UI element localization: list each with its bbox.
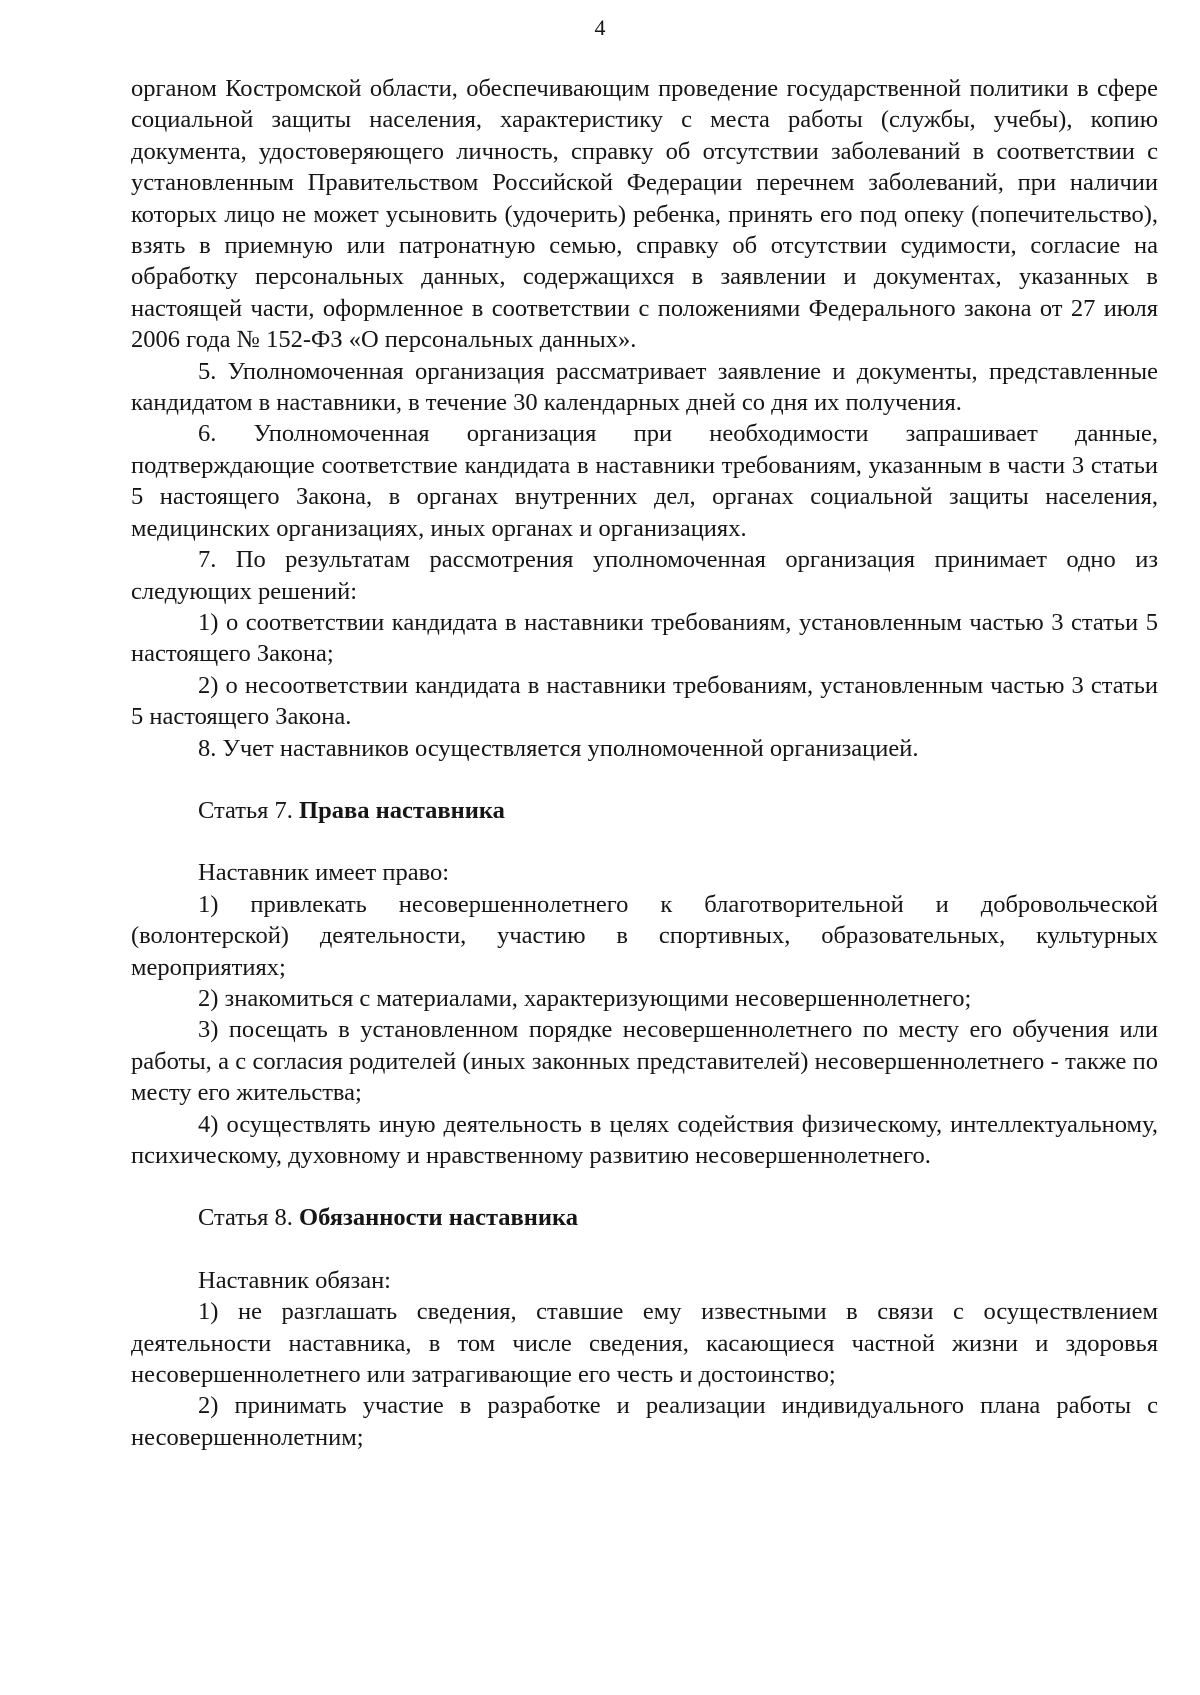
list-item: 2) знакомиться с материалами, характеризующими несовершеннолетнего; — [198, 984, 972, 1012]
paragraph: 7. По результатам рассмотрения уполномоченная организация принимает одно из следующих решений: — [131, 546, 1158, 605]
paragraph: органом Костромской области, обеспечивающим проведение государственной политики в сфере социальной защиты населения, характеристику с места работы (службы, учебы), копию документа, удостоверяющего личность, справку об отсутствии заболеваний в соответствии с установленным Правительством Российской Федерации перечнем заболеваний, при наличии которых лицо не может усыновить (удочерить) ребенка, принять его под опеку (попечительство), взять в приемную или патронатную семью, справку об отсутствии судимости, согласие на обработку персональных данных, содержащихся в заявлении и документах, указанных в настоящей части, оформленное в соответствии с положениями Федерального закона от 27 июля 2006 года № 152-ФЗ «О персональных данных». — [131, 75, 1158, 354]
list-item: 4) осуществлять иную деятельность в целях содействия физическому, интеллектуальному, психическому, духовному и нравственному развитию несовершеннолетнего. — [131, 1110, 1158, 1169]
article-8-intro: Наставник обязан: — [198, 1266, 391, 1294]
article-7-title: Права наставника — [299, 796, 505, 824]
article-8-title: Обязанности наставника — [299, 1204, 579, 1232]
article-8-heading — [131, 1202, 1158, 1233]
list-item: 1) привлекать несовершеннолетнего к благотворительной и добровольческой (волонтерской) деятельности, участию в спортивных, образовательных, культурных мероприятиях; — [131, 890, 1158, 981]
article-7-heading — [131, 795, 1158, 826]
list-item: 1) о соответствии кандидата в наставники требованиям, установленным частью 3 статьи 5 настоящего Закона; — [131, 608, 1158, 668]
article-7-intro: Наставник имеет право: — [198, 859, 450, 887]
list-item: 3) посещать в установленном порядке несовершеннолетнего по месту его обучения или работы, а с согласия родителей (иных законных представителей) несовершеннолетнего - также по месту его жительства; — [131, 1016, 1158, 1107]
article-7-number: Статья 7. — [198, 796, 300, 824]
document-body — [131, 73, 1158, 1453]
list-item: 1) не разглашать сведения, ставшие ему известными в связи с осуществлением деятельности наставника, в том числе сведения, касающиеся частной жизни и здоровья несовершеннолетнего или затрагивающие его честь и достоинство; — [131, 1298, 1158, 1389]
article-8-number: Статья 8. — [198, 1204, 300, 1232]
paragraph: 5. Уполномоченная организация рассматривает заявление и документы, представленные кандидатом в наставники, в течение 30 календарных дней со дня их получения. — [131, 357, 1158, 417]
list-item: 2) о несоответствии кандидата в наставники требованиям, установленным частью 3 статьи 5 настоящего Закона. — [131, 671, 1158, 731]
paragraph: 6. Уполномоченная организация при необходимости запрашивает данные, подтверждающие соответствие кандидата в наставники требованиям, указанным в части 3 статьи 5 настоящего Закона, в органах внутренних дел, органах социальной защиты населения, медицинских организациях, иных органах и организациях. — [131, 420, 1158, 542]
page-number: 4 — [594, 15, 606, 40]
list-item: 2) принимать участие в разработке и реализации индивидуального плана работы с несовершеннолетним; — [131, 1392, 1158, 1451]
paragraph: 8. Учет наставников осуществляется уполномоченной организацией. — [198, 734, 919, 762]
